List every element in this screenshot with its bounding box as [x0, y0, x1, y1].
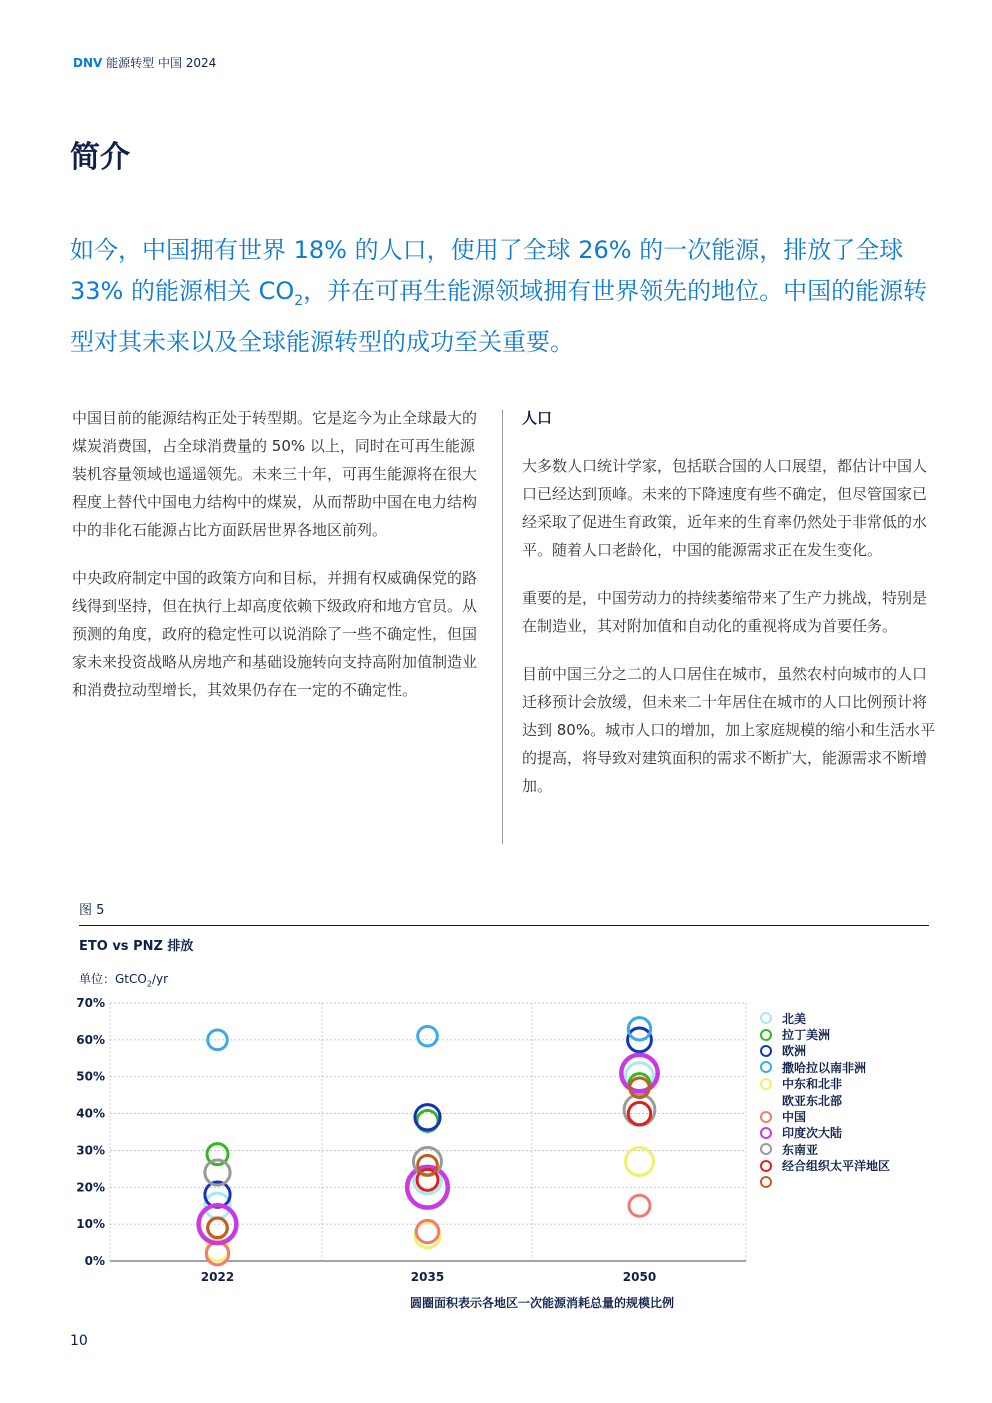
x-tick-label: 2050 — [622, 1270, 657, 1284]
right-paragraph-1: 大多数人口统计学家，包括联合国的人口展望，都估计中国人口已经达到顶峰。未来的下降速度有些不确定，但尽管国家已经采取了促进生育政策，近年来的生育率仍然处于非常低的水平。随着人口老龄化，中国的能源需求正在发生变化。 — [522, 457, 928, 559]
y-tick-label: 60% — [76, 1032, 105, 1047]
lead-part2: ，并在可再生能源领域拥有世界领先的地位。中国的能源转型对其未来以及全球能源转型的成功至关重要。 — [70, 277, 928, 356]
legend-item — [760, 1076, 890, 1092]
figure-unit — [79, 970, 168, 988]
figure-label: 图 5 — [79, 903, 105, 918]
column-divider — [502, 410, 503, 844]
legend-label: 经合组织太平洋地区 — [782, 1159, 891, 1174]
left-paragraph-2: 中央政府制定中国的政策方向和目标，并拥有权威确保党的路线得到坚持，但在执行上却高度依赖下级政府和地方官员。从预测的角度，政府的稳定性可以说消除了一些不确定性，但国家未来投资战略从房地产和基础设施转向支持高附加值制造业和消费拉动型增长，其效果仍存在一定的不确定性。 — [72, 569, 478, 699]
legend-label: 东南亚 — [782, 1142, 819, 1157]
legend-swatch — [760, 1143, 772, 1155]
lead-part1: 如今，中国拥有世界 18% 的人口，使用了全球 26% 的一次能源，排放了全球 33% 的能源相关 CO — [70, 236, 904, 305]
figure-caption: 圆圈面积表示各地区一次能源消耗总量的规模比例 — [410, 1296, 675, 1310]
legend-swatch — [760, 1176, 772, 1188]
section-heading-population: 人口 — [522, 409, 553, 427]
lead-paragraph — [70, 230, 940, 363]
legend-item — [760, 1010, 890, 1026]
legend-swatch — [760, 1045, 772, 1057]
legend-label: 中东和北非 — [782, 1077, 843, 1092]
legend-item — [760, 1043, 890, 1059]
y-tick-label: 50% — [76, 1069, 105, 1084]
x-tick-label: 2022 — [200, 1270, 235, 1284]
chart-legend — [760, 1010, 890, 1190]
y-tick-label: 30% — [76, 1143, 105, 1158]
right-column — [522, 404, 938, 820]
legend-label: 印度次大陆 — [782, 1126, 843, 1141]
page-number: 10 — [70, 1333, 88, 1349]
legend-swatch — [760, 1012, 772, 1024]
right-paragraph-2: 重要的是，中国劳动力的持续萎缩带来了生产力挑战，特别是在制造业，其对附加值和自动化的重视将成为首要任务。 — [522, 589, 928, 635]
legend-label: 撒哈拉以南非洲 — [782, 1060, 867, 1075]
legend-swatch — [760, 1094, 772, 1106]
legend-swatch — [760, 1029, 772, 1041]
legend-item — [760, 1141, 890, 1157]
report-title: 能源转型 中国 2024 — [106, 56, 217, 70]
unit-prefix: 单位：GtCO — [79, 972, 147, 986]
right-paragraph-3: 目前中国三分之二的人口居住在城市，虽然农村向城市的人口迁移预计会放缓，但未来二十年居住在城市的人口比例预计将达到 80%。城市人口的增加，加上家庭规模的缩小和生活水平的提高，将导致对建筑面积的需求不断扩大，能源需求不断增加。 — [522, 665, 936, 795]
legend-label: 中国 — [782, 1110, 807, 1125]
legend-item — [760, 1125, 890, 1141]
legend-item — [760, 1059, 890, 1075]
legend-label: 欧洲 — [782, 1044, 807, 1059]
x-tick-label: 2035 — [410, 1270, 445, 1284]
figure-title: ETO vs PNZ 排放 — [79, 939, 194, 954]
page-title: 简介 — [70, 140, 130, 175]
legend-label: 欧亚东北部 — [782, 1093, 843, 1108]
left-paragraph-1: 中国目前的能源结构正处于转型期。它是迄今为止全球最大的煤炭消费国，占全球消费量的 50% 以上，同时在可再生能源装机容量领域也遥遥领先。未来三十年，可再生能源将在很大程度上替代中国电力结构中的煤炭，从而帮助中国在电力结构中的非化石能源占比方面跃居世界各地区前列。 — [72, 409, 478, 539]
legend-item — [760, 1174, 890, 1190]
unit-subscript: 2 — [146, 979, 152, 989]
emissions-bubble-chart — [60, 990, 760, 1290]
brand-name: DNV — [73, 56, 103, 70]
figure-rule — [79, 925, 929, 926]
left-column — [72, 404, 486, 724]
bubble-point — [626, 1147, 654, 1175]
y-tick-label: 20% — [76, 1180, 105, 1195]
legend-item — [760, 1108, 890, 1124]
unit-suffix: /yr — [151, 972, 169, 986]
bubble-point — [629, 1195, 650, 1216]
legend-item — [760, 1158, 890, 1174]
lead-subscript: 2 — [294, 292, 304, 309]
legend-item — [760, 1026, 890, 1042]
legend-swatch — [760, 1160, 772, 1172]
legend-label: 拉丁美洲 — [782, 1028, 831, 1043]
y-tick-label: 70% — [76, 996, 105, 1010]
bubble-point — [208, 1218, 228, 1238]
legend-swatch — [760, 1061, 772, 1073]
legend-swatch — [760, 1078, 772, 1090]
bubble-point — [418, 1026, 438, 1046]
legend-swatch — [760, 1127, 772, 1139]
y-tick-label: 40% — [76, 1106, 105, 1121]
legend-swatch — [760, 1111, 772, 1123]
y-tick-label: 10% — [76, 1217, 105, 1232]
y-tick-label: 0% — [84, 1254, 105, 1268]
page-header — [73, 54, 216, 71]
legend-label: 北美 — [782, 1011, 807, 1026]
legend-item — [760, 1092, 890, 1108]
